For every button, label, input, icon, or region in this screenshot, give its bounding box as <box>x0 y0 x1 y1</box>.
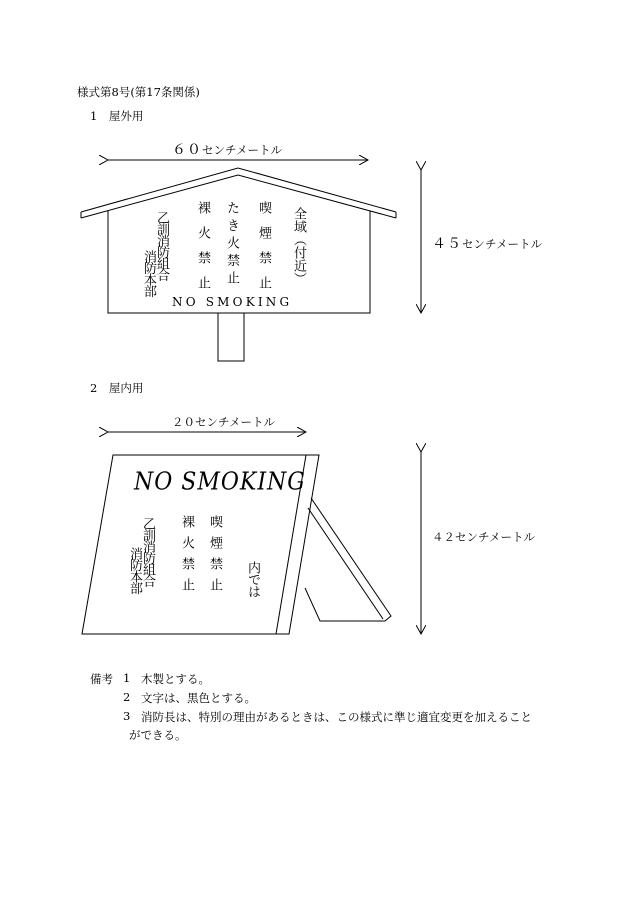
form-title: 様式第8号(第17条関係) <box>77 85 200 99</box>
outdoor-height-number: ４５ <box>432 236 462 252</box>
outdoor-height-unit: センチメートル <box>462 237 543 251</box>
indoor-area-text: 内では <box>245 561 260 597</box>
remark-3-number: 3 <box>123 709 131 723</box>
section-indoor-label: 2 屋内用 <box>90 381 144 395</box>
remark-1-number: 1 <box>123 671 131 685</box>
outdoor-height-label <box>432 233 542 253</box>
outdoor-col-bonfire: たき火禁止 <box>224 201 239 289</box>
indoor-signer-dept: 消防本部 <box>127 547 142 593</box>
indoor-height-number: ４２ <box>432 530 455 544</box>
remark-3-continuation: ができる。 <box>129 728 187 742</box>
outdoor-col-open-flame: 裸火禁止 <box>195 201 210 301</box>
indoor-signer-org: 乙訓消防組合 <box>140 517 155 586</box>
indoor-heading: NO SMOKING <box>134 468 306 497</box>
indoor-col-smoking: 喫煙禁止 <box>207 515 222 599</box>
indoor-col-open-flame: 裸火禁止 <box>179 515 194 599</box>
indoor-height-label <box>432 526 535 545</box>
outdoor-width-unit: センチメートル <box>202 143 283 157</box>
outdoor-width-label <box>172 139 282 159</box>
outdoor-signer-dept: 消防本部 <box>141 250 156 296</box>
indoor-width-label <box>172 411 275 430</box>
remark-3-text: 消防長は、特別の理由があるときは、この様式に準じ適宜変更を加えること <box>141 710 532 724</box>
remark-2-text: 文字は、黒色とする。 <box>141 691 256 705</box>
indoor-height-unit: センチメートル <box>455 530 536 544</box>
outdoor-footer-text: NO SMOKING <box>172 295 293 309</box>
indoor-width-number: ２０ <box>172 415 195 429</box>
indoor-width-unit: センチメートル <box>195 415 276 429</box>
remark-2-number: 2 <box>123 690 131 704</box>
outdoor-signer-org: 乙訓消防組合 <box>154 211 169 280</box>
outdoor-col-smoking: 喫煙禁止 <box>256 201 271 301</box>
section-outdoor-label: 1 屋外用 <box>90 109 144 123</box>
remarks-label: 備考 <box>90 672 113 686</box>
remark-1-text: 木製とする。 <box>141 672 210 686</box>
outdoor-width-number: ６０ <box>172 142 202 158</box>
outdoor-area-text: 全域（付近） <box>291 207 306 285</box>
